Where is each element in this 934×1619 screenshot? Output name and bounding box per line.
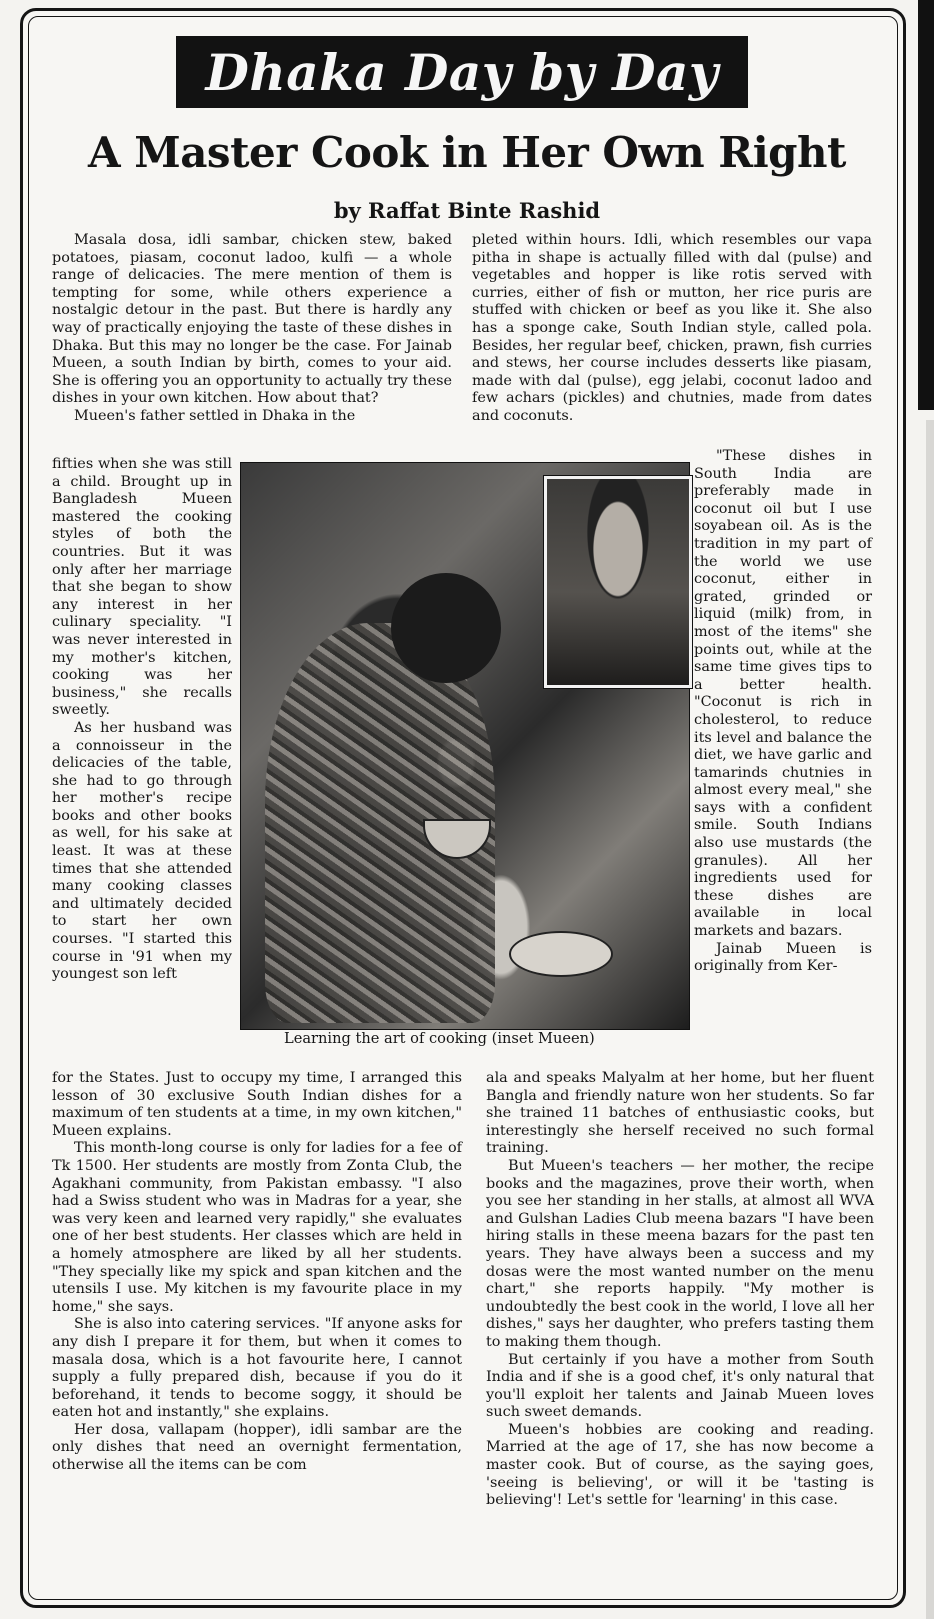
article-headline: A Master Cook in Her Own Right <box>88 128 846 177</box>
right-column-bottom <box>486 1070 874 1510</box>
left-column-beside-photo <box>52 456 232 984</box>
paragraph: Mueen's hobbies are cooking and reading. Married at the age of 17, she has now become a master cook. But of course, as the saying goes, 'seeing is believing', or will it be 'tasting is believing'! Let's settle for 'learning' in this case. <box>486 1421 874 1509</box>
paragraph: fifties when she was still a child. Brought up in Bangladesh Mueen mastered the cooking styles of both the countries. But it was only after her marriage that she began to show any interest in her culinary speciality. "I was never interested in my mother's kitchen, cooking was her business," she recalls sweetly. <box>52 456 232 719</box>
adjacent-page-edge-lower <box>926 420 934 1619</box>
cook-head <box>391 573 501 683</box>
left-column-top <box>52 232 452 426</box>
left-column-bottom <box>52 1070 462 1475</box>
right-column-top <box>472 232 872 426</box>
article-byline: by Raffat Binte Rashid <box>333 198 601 223</box>
paragraph: pleted within hours. Idli, which resembles our vapa pitha in shape is actually filled with dal (pulse) and vegetables and hopper is like rotis served with curries, either of fish or mutton, her rice puris are stuffed with chicken or beef as you like it. She also has a sponge cake, South Indian style, called pola. Besides, her regular beef, chicken, prawn, fish curries and stews, her course includes desserts like piasam, made with dal (pulse), egg jelabi, coconut ladoo and few achars (pickles) and chutnies, made from dates and coconuts. <box>472 232 872 424</box>
adjacent-page-edge <box>918 0 934 410</box>
paragraph: "These dishes in South India are preferably made in coconut oil but I use soyabean oil. As is the tradition in my part of the world we use coconut, either in grated, grinded or liquid (milk) from, in most of the items" she points out, while at the same time gives tips to a better health. "Coconut is rich in cholesterol, to reduce its level and balance the diet, we have garlic and tamarinds chutnies in almost every meal," she says with a confident smile. South Indians also use mustards (the granules). All her ingredients used for these dishes are available in local markets and bazars. <box>694 448 872 940</box>
paragraph: Her dosa, vallapam (hopper), idli sambar are the only dishes that need an overnight fermentation, otherwise all the items can be com <box>52 1421 462 1474</box>
paragraph: But certainly if you have a mother from South India and if she is a good chef, it's only natural that you'll exploit her talents and Jainab Mueen loves such sweet demands. <box>486 1351 874 1421</box>
paragraph: ala and speaks Malyalm at her home, but her fluent Bangla and friendly nature won her students. So far she trained 11 batches of enthusiastic cooks, but interestingly she herself received no such formal training. <box>486 1070 874 1157</box>
paragraph: She is also into catering services. "If anyone asks for any dish I prepare it for them, but when it comes to masala dosa, which is a hot favourite here, I cannot supply a fully prepared dish, because if you do it beforehand, it tends to become soggy, it should be eaten hot and instantly," she explains. <box>52 1316 462 1421</box>
photo-caption: Learning the art of cooking (inset Mueen) <box>284 1030 595 1047</box>
paragraph: As her husband was a connoisseur in the delicacies of the table, she had to go through her mother's recipe books and other books as well, for his sake at least. It was at these times that she attended many cooking classes and ultimately decided to start her own courses. "I started this course in '91 when my youngest son left <box>52 719 232 983</box>
paragraph: Mueen's father settled in Dhaka in the <box>74 407 356 424</box>
dosa-plate <box>509 931 613 977</box>
section-banner: Dhaka Day by Day <box>176 36 748 108</box>
right-column-beside-photo <box>694 448 872 976</box>
paragraph: Masala dosa, idli sambar, chicken stew, baked potatoes, piasam, coconut ladoo, kulfi — a whole range of delicacies. The mere mention of them is tempting for some, while others experience a nostalgic detour in the past. But there is hardly any way of practically enjoying the taste of these dishes in Dhaka. But this may no longer be the case. For Jainab Mueen, a south Indian by birth, comes to your aid. She is offering you an opportunity to actually try these dishes in your own kitchen. How about that? <box>52 232 452 407</box>
paragraph: But Mueen's teachers — her mother, the recipe books and the magazines, prove their worth, when you see her standing in her stalls, at almost all WVA and Gulshan Ladies Club meena bazars "I have been hiring stalls in these meena bazars for the past ten years. They have always been a success and my dosas were the most wanted number on the menu chart," she reports happily. "My mother is undoubtedly the best cook in the world, I love all her dishes," says her daughter, who prefers tasting them to making them though. <box>486 1157 874 1350</box>
paragraph: This month-long course is only for ladies for a fee of Tk 1500. Her students are mostly from Zonta Club, the Agakhani community, from Pakistan embassy. "I also had a Swiss student who was in Madras for a year, she was very keen and learned very rapidly," she evaluates one of her best students. Her classes which are held in a homely atmosphere are liked by all her students. "They specially like my spick and span kitchen and the utensils I use. My kitchen is my favourite place in my home," she says. <box>52 1140 462 1315</box>
inset-portrait-photo <box>544 476 692 688</box>
paragraph: Jainab Mueen is originally from Ker- <box>694 940 872 975</box>
paragraph: for the States. Just to occupy my time, I arranged this lesson of 30 exclusive South Indian dishes for a maximum of ten students at a time, in my own kitchen," Mueen explains. <box>52 1070 462 1139</box>
